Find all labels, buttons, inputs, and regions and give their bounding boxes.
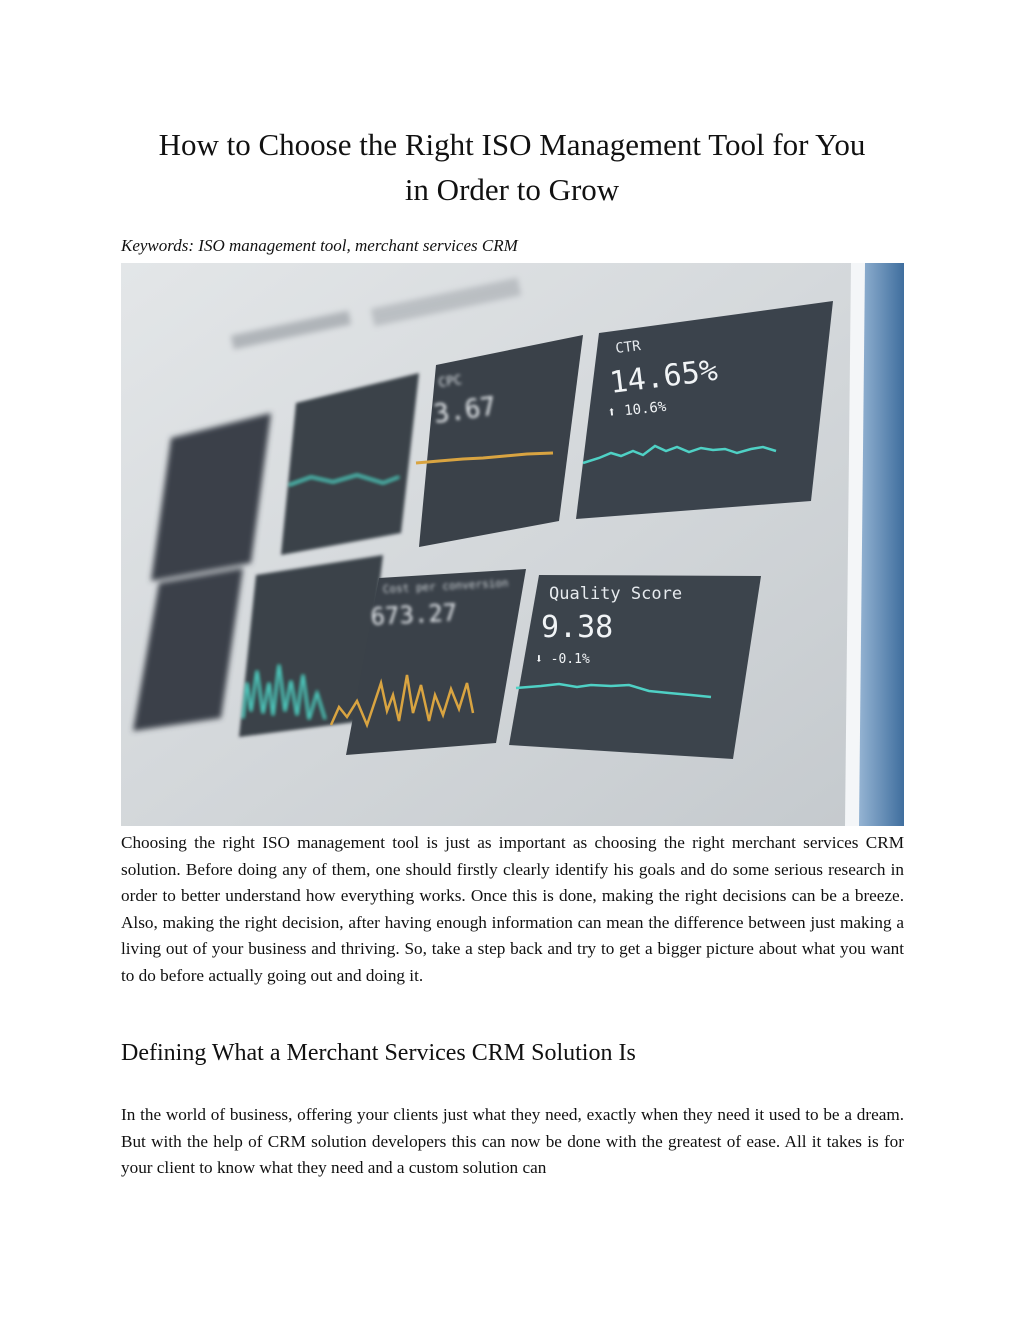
card-ctr-value: 14.65%: [607, 352, 720, 401]
title-line-2: in Order to Grow: [404, 172, 620, 207]
card-cost-label: Cost per conversion: [382, 576, 509, 596]
card-ctr-delta: ⬆ 10.6%: [606, 398, 668, 421]
card-quality-delta: ⬇ -0.1%: [535, 652, 590, 667]
card-cost-value: 673.27: [369, 598, 458, 631]
card-cpc-value: 3.67: [431, 391, 498, 430]
keywords-line: Keywords: ISO management tool, merchant services CRM: [121, 236, 518, 255]
section-heading: Defining What a Merchant Services CRM Solution Is: [121, 1040, 636, 1066]
dashboard-photo: [121, 263, 904, 826]
title-line-1: How to Choose the Right ISO Management Tool for You: [158, 127, 866, 162]
page-title: [100, 122, 924, 212]
card-cpc-label: CPC: [437, 372, 463, 391]
card-quality-value: 9.38: [541, 610, 614, 645]
intro-paragraph: Choosing the right ISO management tool is just as important as choosing the right merchant services CRM solution. Before doing any of them, one should firstly clearly identify his goals and do some serious research in order to better understand how everything works. Once this is done, making the right decisions can be a breeze. Also, making the right decision, after having enough information can mean the difference between just making a living out of your business and thriving. So, take a step back and try to get a bigger picture about what you want to do before actually going out and doing it.: [121, 833, 904, 985]
card-cpc: [419, 335, 583, 547]
section-paragraph: In the world of business, offering your clients just what they need, exactly when they need it used to be a dream. But with the help of CRM solution developers this can now be done with the greatest of ease. All it takes is for your client to know what they need and a custom solution can: [121, 1105, 904, 1177]
card-quality-label: Quality Score: [549, 584, 683, 604]
card-ctr-label: CTR: [614, 338, 642, 357]
